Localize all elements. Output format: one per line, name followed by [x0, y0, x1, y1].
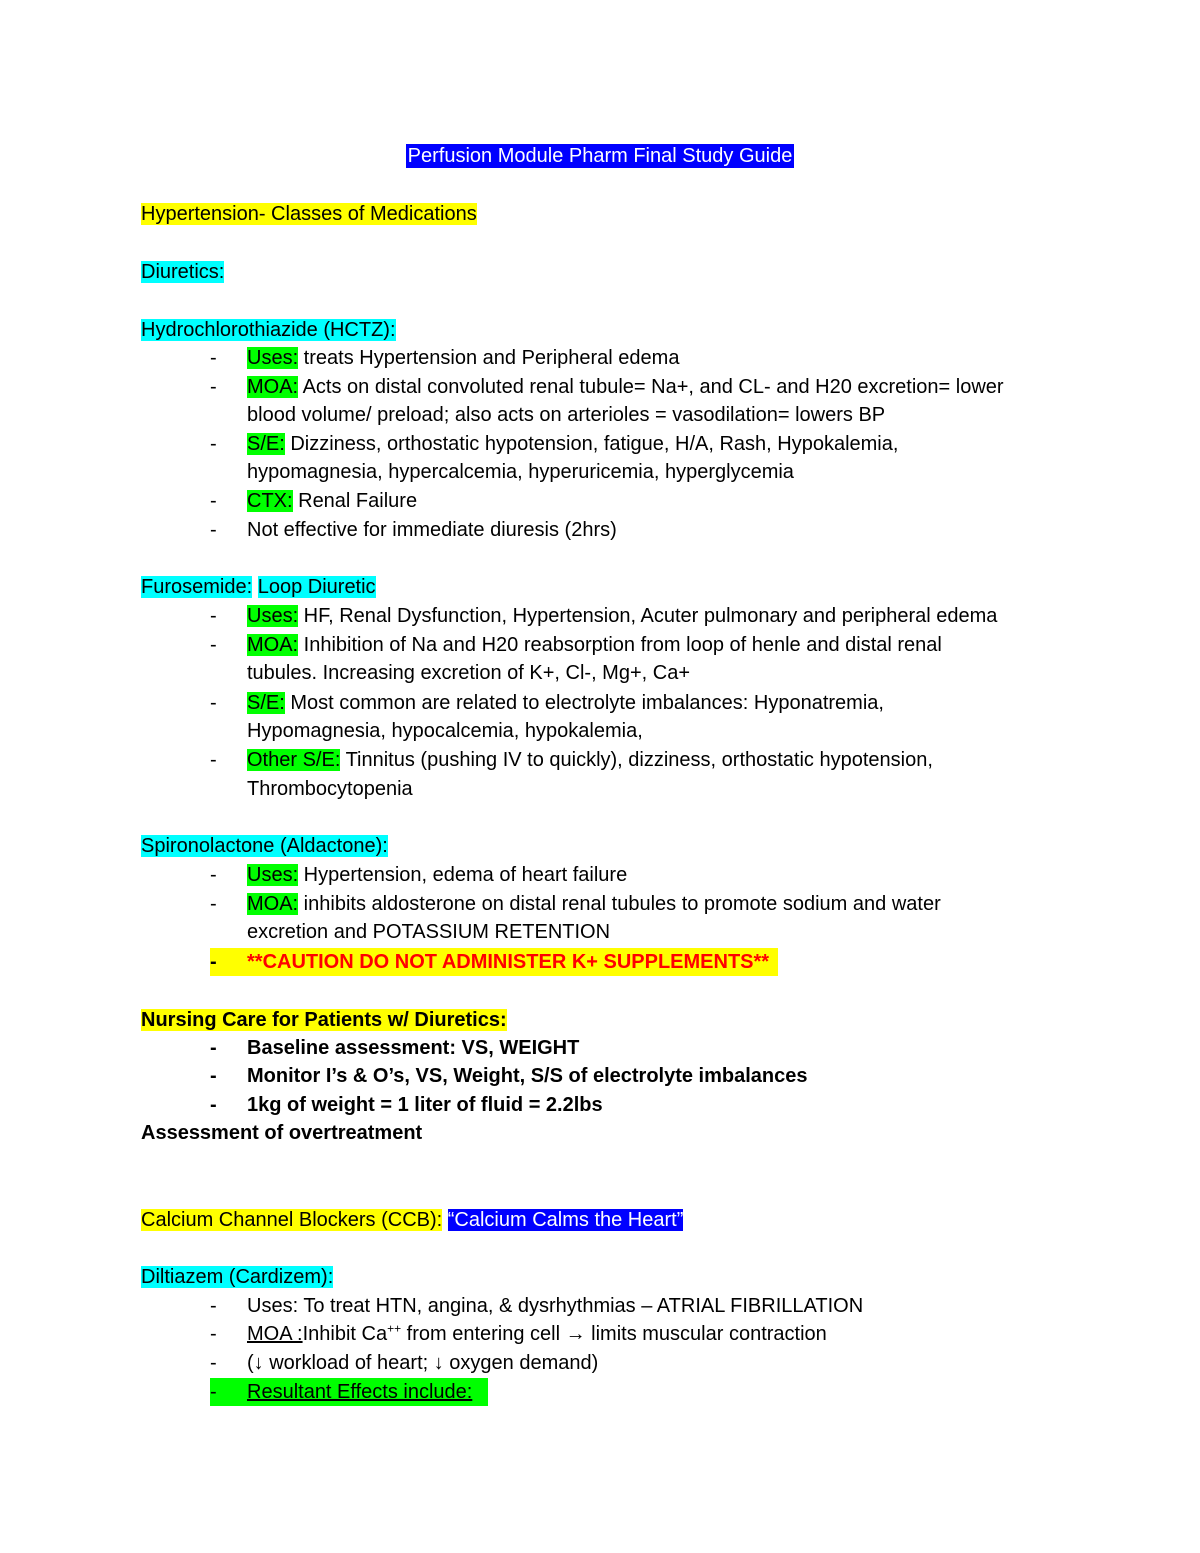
hctz-uses: Uses: treats Hypertension and Peripheral edema — [247, 347, 680, 369]
nursing-item: Baseline assessment: VS, WEIGHT — [247, 1037, 580, 1059]
nursing-heading: Nursing Care for Patients w/ Diuretics: — [141, 1009, 507, 1031]
drug-heading-furosemide: Furosemide: Loop Diuretic — [141, 576, 376, 598]
section-heading-hypertension: Hypertension- Classes of Medications — [141, 203, 477, 225]
drug-heading-diltiazem: Diltiazem (Cardizem): — [141, 1266, 334, 1288]
furosemide-se-cont: Hypomagnesia, hypocalcemia, hypokalemia, — [247, 720, 643, 742]
bullet-marker: - — [210, 634, 217, 656]
page-title: Perfusion Module Pharm Final Study Guide — [407, 145, 793, 167]
bullet-marker: - — [210, 1323, 217, 1345]
spironolactone-uses: Uses: Hypertension, edema of heart failure — [247, 864, 628, 886]
furosemide-uses: Uses: HF, Renal Dysfunction, Hypertension, Acuter pulmonary and peripheral edema — [247, 605, 998, 627]
diltiazem-moa: MOA :Inhibit Ca++ from entering cell → limits muscular contraction — [247, 1321, 827, 1345]
hctz-se-cont: hypomagnesia, hypercalcemia, hyperuricemia, hyperglycemia — [247, 461, 794, 483]
diltiazem-resultant: Resultant Effects include: — [247, 1381, 473, 1403]
bullet-marker: - — [210, 347, 217, 369]
bullet-marker: - — [210, 1037, 217, 1059]
ccb-heading: Calcium Channel Blockers (CCB): “Calcium Calms the Heart” — [141, 1209, 684, 1231]
drug-heading-spironolactone: Spironolactone (Aldactone): — [141, 835, 388, 857]
bullet-marker: - — [210, 605, 217, 627]
bullet-marker: - — [210, 376, 217, 398]
bullet-marker: - — [210, 490, 217, 512]
diltiazem-uses: Uses: To treat HTN, angina, & dysrhythmias – ATRIAL FIBRILLATION — [247, 1295, 864, 1317]
spironolactone-moa-cont: excretion and POTASSIUM RETENTION — [247, 921, 611, 943]
bullet-marker: - — [210, 1352, 217, 1374]
bullet-marker: - — [210, 951, 217, 973]
bullet-marker: - — [210, 692, 217, 714]
bullet-marker: - — [210, 893, 217, 915]
nursing-item: 1kg of weight = 1 liter of fluid = 2.2lbs — [247, 1094, 603, 1116]
bullet-marker: - — [210, 1381, 217, 1403]
furosemide-other-se: Other S/E: Tinnitus (pushing IV to quickly), dizziness, orthostatic hypotension, — [247, 749, 933, 771]
nursing-item: Monitor I’s & O’s, VS, Weight, S/S of electrolyte imbalances — [247, 1065, 808, 1087]
hctz-ctx: CTX: Renal Failure — [247, 490, 418, 512]
hctz-se: S/E: Dizziness, orthostatic hypotension, fatigue, H/A, Rash, Hypokalemia, — [247, 433, 899, 455]
caution-text: **CAUTION DO NOT ADMINISTER K+ SUPPLEMENTS** — [247, 951, 770, 973]
diltiazem-effect: (↓ workload of heart; ↓ oxygen demand) — [247, 1352, 599, 1374]
bullet-marker: - — [210, 1065, 217, 1087]
bullet-marker: - — [210, 1295, 217, 1317]
bullet-marker: - — [210, 1094, 217, 1116]
drug-heading-hctz: Hydrochlorothiazide (HCTZ): — [141, 319, 396, 341]
nursing-footer: Assessment of overtreatment — [141, 1122, 423, 1144]
hctz-moa-cont: blood volume/ preload; also acts on arterioles = vasodilation= lowers BP — [247, 404, 886, 426]
bullet-marker: - — [210, 433, 217, 455]
bullet-marker: - — [210, 749, 217, 771]
hctz-moa: MOA: Acts on distal convoluted renal tubule= Na+, and CL- and H20 excretion= lower — [247, 376, 1004, 398]
spironolactone-moa: MOA: inhibits aldosterone on distal renal tubules to promote sodium and water — [247, 893, 941, 915]
furosemide-other-se-cont: Thrombocytopenia — [247, 778, 413, 800]
furosemide-se: S/E: Most common are related to electrolyte imbalances: Hyponatremia, — [247, 692, 884, 714]
furosemide-moa-cont: tubules. Increasing excretion of K+, Cl-, Mg+, Ca+ — [247, 662, 690, 684]
hctz-note: Not effective for immediate diuresis (2hrs) — [247, 519, 617, 541]
furosemide-moa: MOA: Inhibition of Na and H20 reabsorption from loop of henle and distal renal — [247, 634, 942, 656]
section-heading-diuretics: Diuretics: — [141, 261, 225, 283]
bullet-marker: - — [210, 519, 217, 541]
bullet-marker: - — [210, 864, 217, 886]
